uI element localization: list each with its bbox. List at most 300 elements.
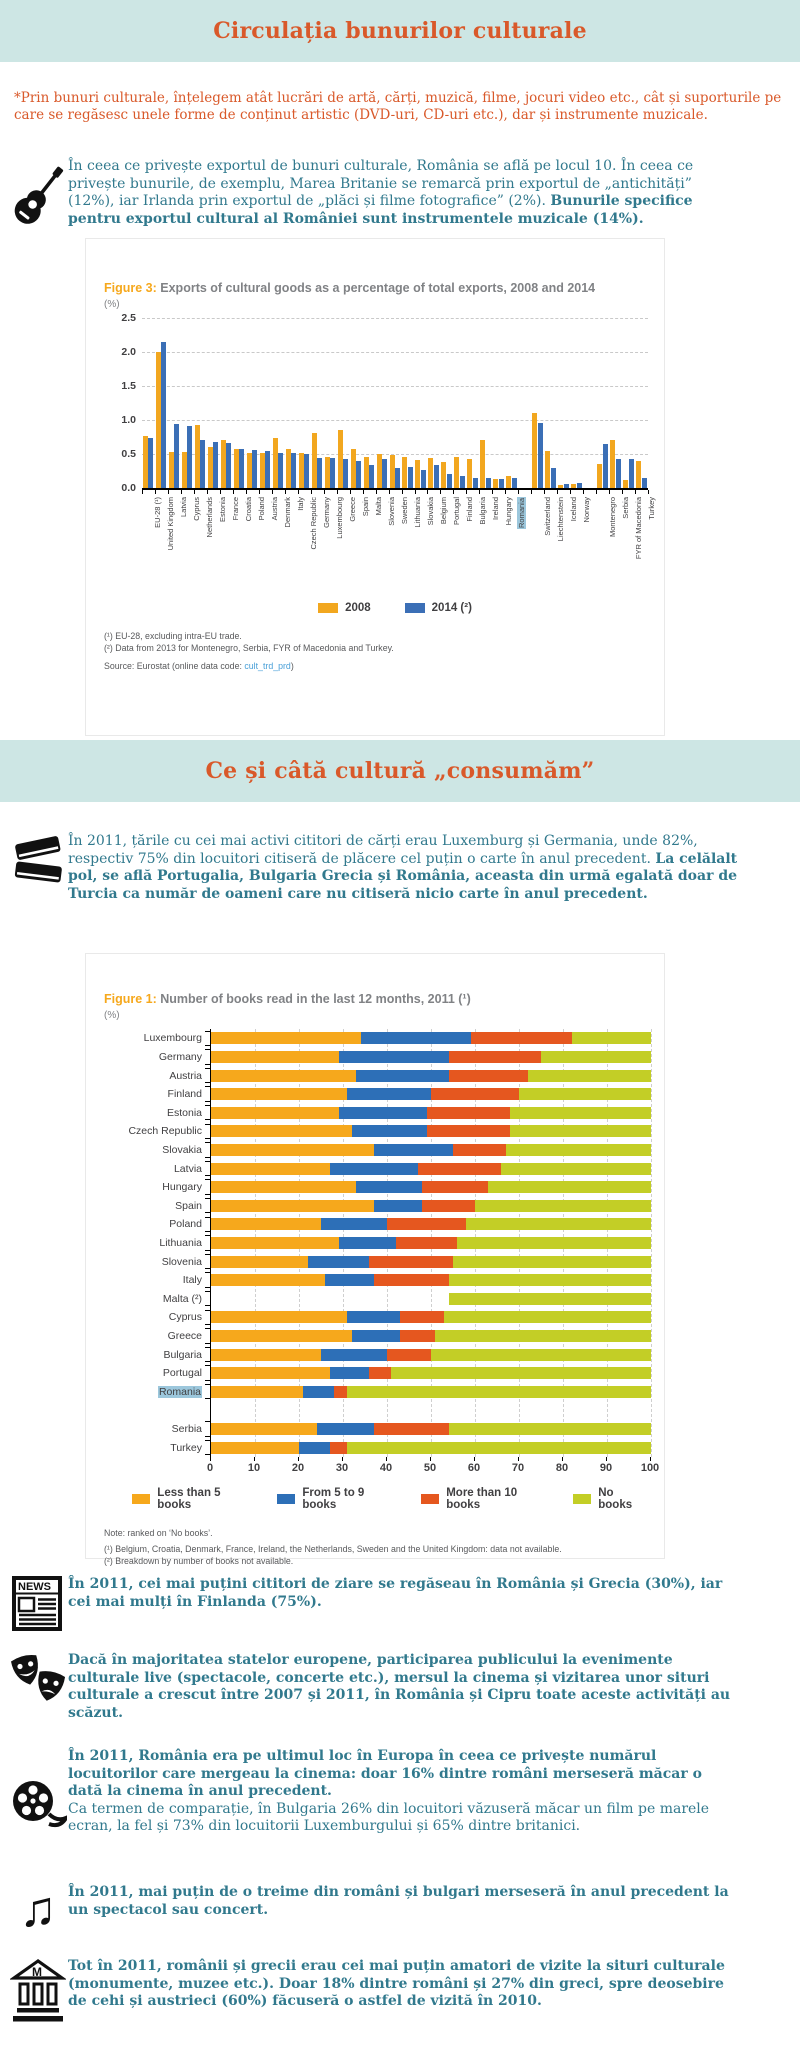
segment-Finland [211, 1088, 347, 1100]
x-tick-label: 10 [247, 1461, 261, 1474]
figure1-footnote-2: (²) Breakdown by number of books not available. [104, 1555, 294, 1566]
heritage-text-bold: Tot în 2011, românii și grecii erau cei mai puțin amatori de vizite la situri culturale (monumente, muzee etc.). Doar 18% dintre români și 27% din greci, spre deosebire de cehi și austrieci (60%) făcuseră o astfel de vizită în 2010. [68, 1958, 725, 2009]
segment-Slovakia [211, 1144, 374, 1156]
cinema-paragraph [68, 1748, 740, 1836]
axis-tick [246, 490, 247, 494]
segment-Austria [449, 1070, 528, 1082]
page-title: Circulația bunurilor culturale [213, 18, 587, 44]
x-label-Germany: Germany [322, 497, 332, 528]
segment-Estonia [510, 1107, 651, 1119]
bar-2014-Czech-Republic [304, 454, 309, 488]
figure3-x-labels [142, 490, 656, 592]
segment-Germany [339, 1051, 449, 1063]
figure3-title-text: Exports of cultural goods as a percentage of total exports, 2008 and 2014 [156, 281, 596, 295]
axis-tick [350, 490, 351, 494]
row-tick [205, 1198, 210, 1214]
figure3-source-prefix: Source: Eurostat (online data code: [104, 661, 245, 671]
axis-tick [220, 490, 221, 494]
exports-text-bold: Bunurile specifice pentru exportul cultural al României sunt instrumentele muzicale (14%). [68, 193, 693, 227]
axis-tick [492, 490, 493, 494]
segment-Cyprus [444, 1311, 651, 1323]
row-tick [205, 1254, 210, 1270]
figure3-label: Figure 3: [104, 281, 157, 295]
figure1-title-text: Number of books read in the last 12 months, 2011 (¹) [156, 992, 471, 1006]
segment-Italy [449, 1274, 651, 1286]
figure3-footnote-2: (²) Data from 2013 for Montenegro, Serbia, FYR of Macedonia and Turkey. [104, 643, 394, 653]
legend-label: More than 10 books [446, 1486, 518, 1511]
guitar-icon [8, 158, 68, 234]
bar-2008-Austria [260, 453, 265, 488]
row-tick [205, 1365, 210, 1381]
x-label-Portugal: Portugal [451, 497, 461, 525]
figure3 [85, 238, 665, 736]
segment-Spain [211, 1200, 374, 1212]
legend-swatch [573, 1494, 591, 1504]
bar-2014-Spain [356, 461, 361, 488]
legend-swatch [132, 1494, 150, 1504]
bar-2014-Luxembourg [330, 458, 335, 488]
axis-tick [650, 1457, 651, 1461]
bar-2014-Sweden [395, 468, 400, 488]
axis-tick [142, 490, 143, 494]
figure3-title [104, 281, 646, 296]
newspapers-section [8, 1576, 740, 1632]
figure1-label: Figure 1: [104, 992, 157, 1006]
segment-Slovenia [308, 1256, 370, 1268]
row-tick [205, 1049, 210, 1065]
segment-Bulgaria [321, 1349, 387, 1361]
concerts-section [8, 1881, 740, 1937]
segment-Germany [449, 1051, 541, 1063]
bar-2008-Bulgaria [467, 459, 472, 488]
segment-Turkey [330, 1442, 348, 1454]
row-tick [205, 1031, 210, 1047]
figure3-source [104, 660, 646, 672]
bar-2014-Malta [369, 465, 374, 488]
segment-Serbia [211, 1423, 317, 1435]
axis-tick [181, 490, 182, 494]
bar-2008-Montenegro [597, 464, 602, 488]
figure1-legend [132, 1487, 646, 1511]
row-tick [205, 1217, 210, 1233]
museum-icon [8, 1958, 68, 2024]
segment-Spain [374, 1200, 422, 1212]
figure1-footnote-1: (¹) Belgium, Croatia, Denmark, France, Ireland, the Netherlands, Sweden and the United Kingdom: data not available. [104, 1543, 562, 1554]
exports-text: În ceea ce privește exportul de bunuri culturale, România se află pe locul 10. În ceea ce privește bunurile, de exemplu, Marea Britanie se remarcă prin exportul de „antichități” (12%), iar Irlanda prin exportul de „plăci și filme fotografice” (2%). [68, 158, 694, 209]
newspapers-text-bold: În 2011, cei mai puțini cititori de ziare se regăseau în România și Grecia (30%), iar cei mai mulți în Finlanda (75%). [68, 1576, 723, 1610]
bar-2008-Romania [506, 476, 511, 488]
bar-2014-Poland [252, 450, 257, 488]
segment-Slovakia [374, 1144, 453, 1156]
segment-Luxembourg [471, 1032, 572, 1044]
category-label-Greece: Greece [167, 1329, 202, 1342]
bar-2014-Slovenia [382, 459, 387, 488]
segment-Poland [466, 1218, 651, 1230]
bar-2008-Estonia [208, 447, 213, 488]
bar-2008-Slovakia [415, 460, 420, 488]
row-tick [205, 1068, 210, 1084]
legend-label: 2008 [345, 602, 371, 614]
axis-tick [606, 1457, 607, 1461]
axis-tick [609, 490, 610, 494]
segment-Hungary [356, 1181, 422, 1193]
axis-tick [402, 490, 403, 494]
legend-swatch [405, 603, 425, 613]
bar-2008-Iceland [558, 485, 563, 488]
segment-Serbia [374, 1423, 449, 1435]
x-label-Cyprus: Cyprus [192, 497, 202, 521]
bar-2014-Germany [317, 458, 322, 488]
axis-tick [427, 490, 428, 494]
category-label-Portugal: Portugal [162, 1367, 202, 1380]
segment-Hungary [488, 1181, 651, 1193]
axis-tick [376, 490, 377, 494]
svg-text:M: M [32, 1965, 42, 1979]
segment-Poland [321, 1218, 387, 1230]
gridline [651, 1029, 652, 1457]
segment-Greece [435, 1330, 651, 1342]
bar-2008-Germany [312, 433, 317, 488]
bar-2014-Finland [460, 476, 465, 488]
segment-Cyprus [211, 1311, 347, 1323]
category-label-Cyprus: Cyprus [168, 1311, 202, 1324]
row-tick [205, 1086, 210, 1102]
figure1-unit: (%) [104, 1010, 120, 1021]
x-tick-label: 30 [335, 1461, 349, 1474]
axis-tick [272, 490, 273, 494]
legend-item [132, 1487, 249, 1511]
segment-Portugal [391, 1367, 651, 1379]
segment-Portugal [211, 1367, 330, 1379]
segment-Czech-Republic [211, 1125, 352, 1137]
bar-2008-France [221, 440, 226, 488]
gridline [142, 420, 648, 421]
segment-Italy [211, 1274, 325, 1286]
segment-Spain [475, 1200, 651, 1212]
segment-Serbia [449, 1423, 651, 1435]
category-label-Serbia: Serbia [171, 1422, 202, 1435]
bar-2008-Liechtenstein [545, 451, 550, 488]
axis-tick [386, 1457, 387, 1461]
bar-2008-Luxembourg [325, 457, 330, 488]
segment-Serbia [317, 1423, 374, 1435]
segment-Portugal [369, 1367, 391, 1379]
music-note-icon: ♫ [19, 1881, 57, 1937]
x-tick-label: 70 [511, 1461, 525, 1474]
x-tick-label: 90 [599, 1461, 613, 1474]
segment-Czech-Republic [352, 1125, 427, 1137]
segment-Poland [387, 1218, 466, 1230]
books-icon [8, 833, 68, 893]
x-label-Slovenia: Slovenia [387, 497, 397, 526]
figure1-note: Note: ranked on ‘No books’. [104, 1527, 213, 1538]
bar-2014-Austria [265, 451, 270, 488]
bar-2014-Netherlands [200, 440, 205, 488]
axis-tick [583, 490, 584, 494]
row-tick [205, 1124, 210, 1140]
x-label-Switzerland: Switzerland [542, 497, 552, 536]
x-label-EU-28-(¹): EU-28 (¹) [153, 497, 163, 528]
row-tick [205, 1384, 210, 1400]
live-events-section [8, 1652, 740, 1722]
axis-tick [207, 490, 208, 494]
bar-2014-Switzerland [538, 423, 543, 488]
live-events-text-bold: Dacă în majoritatea statelor europene, participarea publicului la evenimente culturale live (spectacole, concerte etc.), mersul la cinema și vizitarea unor situri culturale a crescut între 2007 și 2011, în România și Cipru toate aceste activități au scăzut. [68, 1652, 731, 1721]
axis-tick [415, 490, 416, 494]
newspaper-icon [8, 1576, 68, 1632]
row-tick [205, 1179, 210, 1195]
axis-tick [453, 490, 454, 494]
segment-Romania [347, 1386, 651, 1398]
bar-2014-Iceland [564, 484, 569, 488]
axis-tick [363, 490, 364, 494]
segment-Hungary [422, 1181, 488, 1193]
x-tick-label: 20 [291, 1461, 305, 1474]
bar-2014-Portugal [447, 474, 452, 488]
y-tick-label: 2.5 [121, 312, 136, 324]
category-label-Bulgaria: Bulgaria [163, 1348, 202, 1361]
bar-2014-France [226, 443, 231, 488]
bar-2008-Norway [571, 484, 576, 488]
axis-tick [155, 490, 156, 494]
legend-item-2008 [318, 602, 371, 614]
axis-tick [168, 490, 169, 494]
row-tick [205, 1440, 210, 1456]
bar-2008-Serbia [610, 440, 615, 488]
segment-Latvia [330, 1163, 418, 1175]
axis-tick [389, 490, 390, 494]
figure1-chart [104, 1029, 646, 1457]
axis-tick [518, 1457, 519, 1461]
x-tick-label: 60 [467, 1461, 481, 1474]
axis-tick [210, 1457, 211, 1461]
x-label-Ireland: Ireland [490, 497, 500, 520]
axis-tick [430, 1457, 431, 1461]
segment-Slovakia [506, 1144, 651, 1156]
cinema-section [8, 1748, 740, 1836]
x-label-United-Kingdom: United Kingdom [166, 497, 176, 551]
category-label-Spain: Spain [175, 1199, 202, 1212]
x-label-Montenegro: Montenegro [607, 497, 617, 538]
segment-Cyprus [400, 1311, 444, 1323]
axis-tick [518, 490, 519, 494]
bar-2014-Norway [577, 483, 582, 488]
segment-Spain [422, 1200, 475, 1212]
concerts-paragraph [68, 1884, 740, 1919]
bar-2008-Cyprus [182, 452, 187, 488]
film-reel-icon [8, 1776, 68, 1832]
category-label-Malta-(²): Malta (²) [162, 1292, 202, 1305]
bar-2014-Turkey [642, 478, 647, 488]
x-label-Sweden: Sweden [400, 497, 409, 525]
x-label-Lithuania: Lithuania [412, 497, 422, 528]
x-label-Belgium: Belgium [438, 497, 448, 525]
category-label-Luxembourg: Luxembourg [143, 1032, 202, 1045]
x-label-Czech-Republic: Czech Republic [309, 497, 319, 550]
legend-label: 2014 (²) [431, 602, 472, 614]
row-tick [205, 1421, 210, 1437]
figure3-plot [121, 312, 648, 494]
x-label-Norway: Norway [581, 497, 591, 523]
category-label-Estonia: Estonia [166, 1106, 202, 1119]
newspapers-paragraph [68, 1576, 740, 1611]
segment-Bulgaria [387, 1349, 431, 1361]
axis-tick [298, 1457, 299, 1461]
bar-2008-Italy [286, 449, 291, 488]
bar-2014-Greece [343, 459, 348, 488]
legend-item [573, 1487, 646, 1511]
segment-Slovenia [369, 1256, 453, 1268]
bar-2014-EU-28-(¹) [148, 438, 153, 488]
category-label-Romania: Romania [158, 1385, 201, 1398]
books-section [8, 833, 740, 903]
category-label-Latvia: Latvia [173, 1162, 202, 1175]
category-label-Slovenia: Slovenia [161, 1255, 202, 1268]
segment-Romania [334, 1386, 347, 1398]
gridline [142, 318, 648, 319]
segment-Turkey [347, 1442, 651, 1454]
bar-2014-Bulgaria [473, 478, 478, 488]
segment-Austria [356, 1070, 448, 1082]
bar-2014-Hungary [499, 479, 504, 488]
segment-Luxembourg [572, 1032, 651, 1044]
concerts-text-bold: În 2011, mai puțin de o treime din români și bulgari merseseră în anul precedent la un spectacol sau concert. [68, 1884, 729, 1918]
books-text-bold: La celălalt pol, se află Portugalia, Bulgaria Grecia și România, aceasta din urmă egalată doar de Turcia ca număr de oameni care nu citiseră nicio carte în anul precedent. [68, 850, 738, 902]
bar-2008-Sweden [390, 455, 395, 488]
legend-item [421, 1487, 545, 1511]
bar-2014-Croatia [239, 449, 244, 488]
x-label-Liechtenstein: Liechtenstein [555, 497, 565, 542]
bar-2014-Romania [512, 478, 517, 488]
gridline [142, 352, 648, 353]
x-label-Latvia: Latvia [179, 497, 189, 518]
axis-tick [531, 490, 532, 494]
segment-Portugal [330, 1367, 370, 1379]
svg-text:NEWS: NEWS [18, 1581, 51, 1593]
bar-2008-Netherlands [195, 425, 200, 488]
category-label-Lithuania: Lithuania [159, 1236, 202, 1249]
x-label-Austria: Austria [270, 497, 280, 521]
x-label-Poland: Poland [257, 497, 267, 521]
x-label-Hungary: Hungary [503, 497, 513, 526]
segment-Germany [541, 1051, 651, 1063]
intro-note: *Prin bunuri culturale, înțelegem atât lucrări de artă, cărți, muzică, filme, jocuri video etc., cât și suporturile pe care se regăsesc unele forme de conținut artistic (DVD-uri, CD-uri etc.), dar și instrumente muzicale. [14, 90, 782, 123]
figure1-x-axis [206, 1457, 660, 1477]
gridline [142, 386, 648, 387]
segment-Cyprus [347, 1311, 400, 1323]
x-label-Slovakia: Slovakia [425, 497, 435, 526]
bar-2014-Liechtenstein [551, 468, 556, 488]
bar-2014-Serbia [616, 459, 621, 488]
axis-tick [479, 490, 480, 494]
axis-tick [596, 490, 597, 494]
x-label-Romania: Romania [516, 498, 526, 529]
bar-2014-Slovakia [421, 470, 426, 488]
axis-tick [324, 490, 325, 494]
segment-Italy [374, 1274, 449, 1286]
bar-2008-Spain [351, 449, 356, 488]
figure3-footnote-1: (¹) EU-28, excluding intra-EU trade. [104, 631, 242, 641]
axis-tick [544, 490, 545, 494]
segment-Austria [211, 1070, 356, 1082]
bar-2008-Switzerland [532, 413, 537, 488]
segment-Czech-Republic [510, 1125, 651, 1137]
axis-tick [337, 490, 338, 494]
exports-paragraph [68, 158, 740, 228]
bar-2014-United-Kingdom [161, 342, 166, 488]
bar-2014-Cyprus [187, 426, 192, 488]
segment-Germany [211, 1051, 339, 1063]
category-label-Hungary: Hungary [162, 1181, 202, 1194]
legend-item-2014 [405, 602, 472, 614]
section2-title: Ce și câtă cultură „consumăm” [205, 758, 595, 784]
bar-2014-Ireland [486, 478, 491, 488]
bar-2008-Czech-Republic [299, 453, 304, 488]
bar-2008-Ireland [480, 440, 485, 488]
y-tick-label: 0.5 [121, 448, 136, 460]
x-label-Croatia: Croatia [244, 497, 254, 522]
axis-tick [285, 490, 286, 494]
segment-Estonia [339, 1107, 427, 1119]
category-label-Poland: Poland [169, 1218, 202, 1231]
row-tick [205, 1235, 210, 1251]
x-label-Denmark: Denmark [283, 497, 293, 528]
bar-2008-Belgium [428, 458, 433, 488]
segment-Poland [211, 1218, 321, 1230]
section1-header [0, 0, 800, 62]
segment-Slovenia [211, 1256, 308, 1268]
figure1-category-labels [104, 1029, 210, 1457]
segment-Finland [347, 1088, 431, 1100]
axis-tick [311, 490, 312, 494]
bar-2008-Slovenia [377, 454, 382, 488]
category-label-Turkey: Turkey [170, 1441, 202, 1454]
bar-2008-Portugal [441, 462, 446, 488]
segment-Czech-Republic [427, 1125, 511, 1137]
bar-2014-Belgium [434, 465, 439, 488]
segment-Greece [211, 1330, 352, 1342]
axis-tick [342, 1457, 343, 1461]
bar-2008-Denmark [273, 438, 278, 488]
row-tick [205, 1105, 210, 1121]
x-tick-label: 40 [379, 1461, 393, 1474]
row-tick [205, 1161, 210, 1177]
category-label-Czech-Republic: Czech Republic [128, 1125, 202, 1138]
segment-Finland [431, 1088, 519, 1100]
bar-2008-EU-28-(¹) [143, 436, 148, 488]
figure3-source-link[interactable]: cult_trd_prd [244, 661, 291, 671]
bar-2014-Italy [291, 453, 296, 488]
heritage-paragraph [68, 1958, 740, 2011]
bar-2014-Lithuania [408, 467, 413, 488]
axis-tick [622, 490, 623, 494]
row-tick [205, 1142, 210, 1158]
x-label-Greece: Greece [348, 497, 358, 522]
row-tick [205, 1272, 210, 1288]
cinema-text-bold: În 2011, România era pe ultimul loc în Europa în ceea ce privește numărul locuitorilor care mergeau la cinema: doar 16% dintre români merseseră măcar o dată la cinema în anul precedent. [68, 1748, 702, 1799]
figure3-legend [142, 602, 648, 614]
category-label-Italy: Italy [182, 1274, 202, 1287]
figure3-unit: (%) [104, 299, 120, 310]
figure1-notes [104, 1527, 646, 1567]
axis-tick [298, 490, 299, 494]
y-tick-label: 0.0 [121, 482, 136, 494]
legend-label: Less than 5 books [157, 1486, 221, 1511]
x-label-Iceland: Iceland [568, 497, 578, 522]
category-label-Austria: Austria [169, 1069, 202, 1082]
cinema-text: Ca termen de comparație, în Bulgaria 26% din locuitori văzuseră măcar un film pe marele ecran, la fel și 73% din locuitorii Luxemburgului și 65% dintre britanici. [68, 1800, 710, 1834]
segment-Italy [325, 1274, 373, 1286]
